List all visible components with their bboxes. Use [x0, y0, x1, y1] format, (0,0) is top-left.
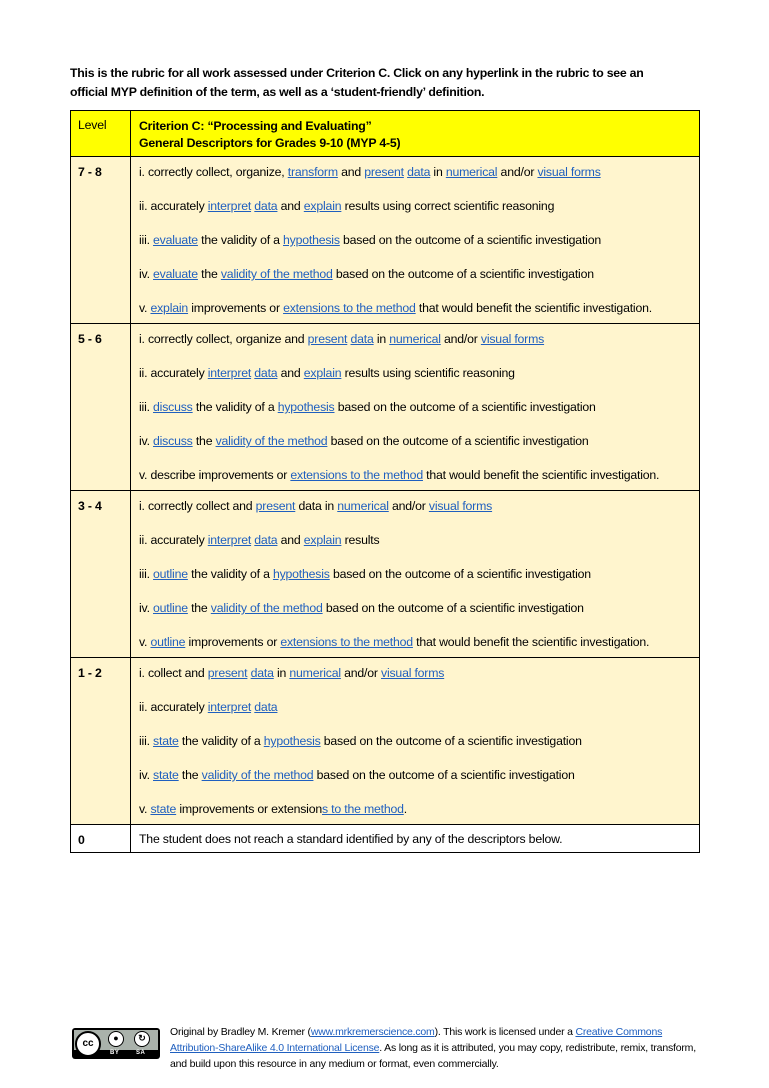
descriptor-cell: The student does not reach a standard identified by any of the descriptors below.: [131, 825, 700, 853]
descriptor-cell: [131, 157, 700, 324]
descriptor-item: [139, 665, 691, 682]
term-link[interactable]: visual forms: [537, 165, 601, 179]
descriptor-text: based on the outcome of a scientific investigation: [339, 233, 601, 247]
term-link[interactable]: explain: [303, 366, 342, 380]
rubric-row: [71, 157, 700, 324]
term-link[interactable]: numerical: [289, 666, 341, 680]
term-link[interactable]: outline: [153, 567, 188, 581]
term-link[interactable]: numerical: [445, 165, 498, 179]
rubric-row: [71, 324, 700, 491]
descriptor-text: v. describe improvements or: [139, 468, 291, 482]
criterion-descriptor: General Descriptors for Grades 9-10 (MYP 4-5): [139, 136, 401, 150]
term-link[interactable]: discuss: [153, 434, 193, 448]
descriptor-text: ii. accurately: [139, 700, 208, 714]
descriptor-text: results using scientific reasoning: [341, 366, 515, 380]
term-link[interactable]: transform: [287, 165, 338, 179]
descriptor-item: [139, 399, 691, 416]
author-site-link[interactable]: www.mrkremerscience.com: [310, 1026, 435, 1038]
descriptor-text: based on the outcome of a scientific investigation: [322, 601, 584, 615]
descriptor-text: that would benefit the scientific investigation.: [412, 635, 650, 649]
descriptor-text: results: [341, 533, 380, 547]
term-link[interactable]: visual forms: [428, 499, 493, 513]
descriptor-text: and/or: [388, 499, 429, 513]
descriptor-text: iv.: [139, 601, 154, 615]
descriptor-text: the validity of a: [197, 233, 283, 247]
descriptor-text: iii.: [139, 734, 154, 748]
term-link[interactable]: interpret: [207, 199, 252, 213]
descriptor-text: improvements or: [188, 301, 284, 315]
intro-text: [70, 64, 710, 102]
descriptor-text: i. correctly collect, organize and: [139, 332, 308, 346]
rubric-table: [70, 110, 700, 853]
term-link[interactable]: outline: [153, 601, 188, 615]
descriptor-text: in: [373, 332, 390, 346]
term-link[interactable]: extensions to the method: [280, 635, 413, 649]
descriptor-text: ii. accurately: [139, 199, 208, 213]
descriptor-text: based on the outcome of a scientific investigation: [320, 734, 582, 748]
term-link[interactable]: discuss: [153, 400, 193, 414]
descriptor-text: the: [187, 601, 211, 615]
descriptor-text: the: [178, 768, 202, 782]
descriptor-item: [139, 767, 691, 784]
header-level: Level: [71, 111, 131, 157]
descriptor-item: [139, 498, 691, 515]
descriptor-item: [139, 433, 691, 450]
intro-line-2: official MYP definition of the term, as well as a ‘student-friendly’ definition.: [70, 85, 485, 99]
descriptor-text: the: [192, 434, 216, 448]
share-alike-icon: ↻: [134, 1031, 150, 1047]
term-link[interactable]: state: [153, 734, 179, 748]
header-criterion: [131, 111, 700, 157]
term-link[interactable]: explain: [150, 301, 189, 315]
term-link[interactable]: evaluate: [153, 233, 198, 247]
term-link[interactable]: present: [307, 332, 348, 346]
descriptor-text: improvements or: [185, 635, 281, 649]
footer-middle: ). This work is licensed under a: [434, 1026, 576, 1038]
descriptor-text: based on the outcome of a scientific investigation: [329, 567, 591, 581]
term-link[interactable]: state: [150, 802, 177, 816]
descriptor-item: [139, 198, 691, 215]
term-link[interactable]: hypothesis: [283, 233, 340, 247]
descriptor-item: [139, 365, 691, 382]
descriptor-item: [139, 532, 691, 549]
descriptor-text: iii.: [139, 400, 154, 414]
by-tag: BY: [110, 1050, 120, 1056]
term-link[interactable]: numerical: [337, 499, 389, 513]
descriptor-item: [139, 300, 691, 317]
descriptor-item: [139, 634, 691, 651]
descriptor-text: based on the outcome of a scientific investigation: [332, 267, 594, 281]
table-header-row: [71, 111, 700, 157]
term-link[interactable]: data: [350, 332, 374, 346]
descriptor-item: [139, 331, 691, 348]
term-link[interactable]: interpret: [207, 700, 252, 714]
term-link[interactable]: s to the method: [322, 802, 404, 816]
level-cell: 1 - 2: [71, 658, 131, 825]
descriptor-text: and/or: [497, 165, 538, 179]
descriptor-text: ii. accurately: [139, 366, 208, 380]
term-link[interactable]: visual forms: [480, 332, 545, 346]
rubric-row: [71, 658, 700, 825]
descriptor-text: and: [277, 533, 304, 547]
descriptor-text: ii. accurately: [139, 533, 208, 547]
descriptor-text: and/or: [440, 332, 481, 346]
descriptor-item: [139, 801, 691, 818]
term-link[interactable]: extensions to the method: [283, 301, 416, 315]
descriptor-item: [139, 164, 691, 181]
term-link[interactable]: hypothesis: [277, 400, 335, 414]
term-link[interactable]: validity of the method: [210, 601, 323, 615]
descriptor-text: v.: [139, 301, 151, 315]
descriptor-text: v.: [139, 635, 151, 649]
descriptor-text: iii.: [139, 233, 154, 247]
descriptor-item: [139, 232, 691, 249]
descriptor-text: v.: [139, 802, 151, 816]
descriptor-text: iv.: [139, 434, 154, 448]
term-link[interactable]: state: [153, 768, 179, 782]
descriptor-text: and: [277, 366, 304, 380]
license-link[interactable]: Creative Commons Attribution-ShareAlike 4.0 International License: [170, 1026, 663, 1054]
term-link[interactable]: explain: [303, 533, 342, 547]
descriptor-text: .: [403, 802, 407, 816]
descriptor-cell: [131, 658, 700, 825]
term-link[interactable]: present: [255, 499, 296, 513]
descriptor-text: iii.: [139, 567, 154, 581]
term-link[interactable]: evaluate: [153, 267, 198, 281]
term-link[interactable]: validity of the method: [215, 434, 328, 448]
cc-icon: cc: [75, 1031, 101, 1057]
rubric-row-zero: [71, 825, 700, 853]
term-link[interactable]: data: [254, 700, 278, 714]
footer-suffix: . As long as it is attributed, you may copy, redistribute, remix, transform, and build upon this resource in any medium or format, even commercially.: [170, 1042, 696, 1070]
term-link[interactable]: hypothesis: [263, 734, 321, 748]
term-link[interactable]: data: [254, 533, 278, 547]
descriptor-text: the validity of a: [192, 400, 278, 414]
term-link[interactable]: data: [254, 199, 278, 213]
descriptor-text: and/or: [340, 666, 381, 680]
descriptor-text: and: [277, 199, 304, 213]
license-footer: [70, 1024, 700, 1074]
descriptor-text: in: [273, 666, 290, 680]
descriptor-text: results using correct scientific reasoning: [341, 199, 555, 213]
term-link[interactable]: present: [207, 666, 248, 680]
descriptor-text: that would benefit the scientific investigation.: [422, 468, 660, 482]
rubric-row: [71, 491, 700, 658]
descriptor-text: improvements or extension: [176, 802, 322, 816]
descriptor-text: i. collect and: [139, 666, 208, 680]
descriptor-text: based on the outcome of a scientific investigation: [327, 434, 589, 448]
term-link[interactable]: interpret: [207, 533, 252, 547]
descriptor-item: [139, 600, 691, 617]
descriptor-item: [139, 467, 691, 484]
term-link[interactable]: outline: [150, 635, 186, 649]
term-link[interactable]: visual forms: [381, 666, 445, 680]
level-cell: 3 - 4: [71, 491, 131, 658]
intro-line-1: This is the rubric for all work assessed under Criterion C. Click on any hyperlink in the rubric to see an: [70, 66, 644, 80]
descriptor-text: i. correctly collect and: [139, 499, 256, 513]
descriptor-text: based on the outcome of a scientific investigation: [313, 768, 575, 782]
descriptor-text: data in: [295, 499, 338, 513]
attribution-person-icon: ●: [108, 1031, 124, 1047]
term-link[interactable]: present: [364, 165, 404, 179]
descriptor-cell: [131, 491, 700, 658]
descriptor-item: [139, 699, 691, 716]
descriptor-text: in: [430, 165, 446, 179]
descriptor-text: based on the outcome of a scientific investigation: [334, 400, 596, 414]
level-cell: 7 - 8: [71, 157, 131, 324]
descriptor-item: [139, 266, 691, 283]
level-cell: 5 - 6: [71, 324, 131, 491]
descriptor-text: that would benefit the scientific investigation.: [415, 301, 652, 315]
term-link[interactable]: validity of the method: [220, 267, 333, 281]
term-link[interactable]: data: [407, 165, 431, 179]
term-link[interactable]: extensions to the method: [290, 468, 423, 482]
descriptor-text: iv.: [139, 267, 154, 281]
descriptor-text: iv.: [139, 768, 154, 782]
descriptor-text: the validity of a: [178, 734, 264, 748]
descriptor-text: and: [337, 165, 365, 179]
term-link[interactable]: hypothesis: [272, 567, 330, 581]
level-cell: 0: [71, 825, 131, 853]
cc-by-sa-badge: [72, 1028, 160, 1059]
license-text: [170, 1024, 700, 1072]
term-link[interactable]: explain: [303, 199, 342, 213]
term-link[interactable]: interpret: [207, 366, 252, 380]
term-link[interactable]: data: [250, 666, 274, 680]
descriptor-text: the validity of a: [187, 567, 273, 581]
descriptor-cell: [131, 324, 700, 491]
criterion-title: Criterion C: “Processing and Evaluating”: [139, 119, 372, 133]
descriptor-item: [139, 566, 691, 583]
descriptor-item: [139, 733, 691, 750]
sa-tag: SA: [136, 1050, 146, 1056]
descriptor-text: the: [197, 267, 221, 281]
term-link[interactable]: data: [254, 366, 278, 380]
term-link[interactable]: validity of the method: [201, 768, 314, 782]
descriptor-text: i. correctly collect, organize,: [139, 165, 288, 179]
term-link[interactable]: numerical: [389, 332, 441, 346]
footer-prefix: Original by Bradley M. Kremer (: [170, 1026, 311, 1038]
